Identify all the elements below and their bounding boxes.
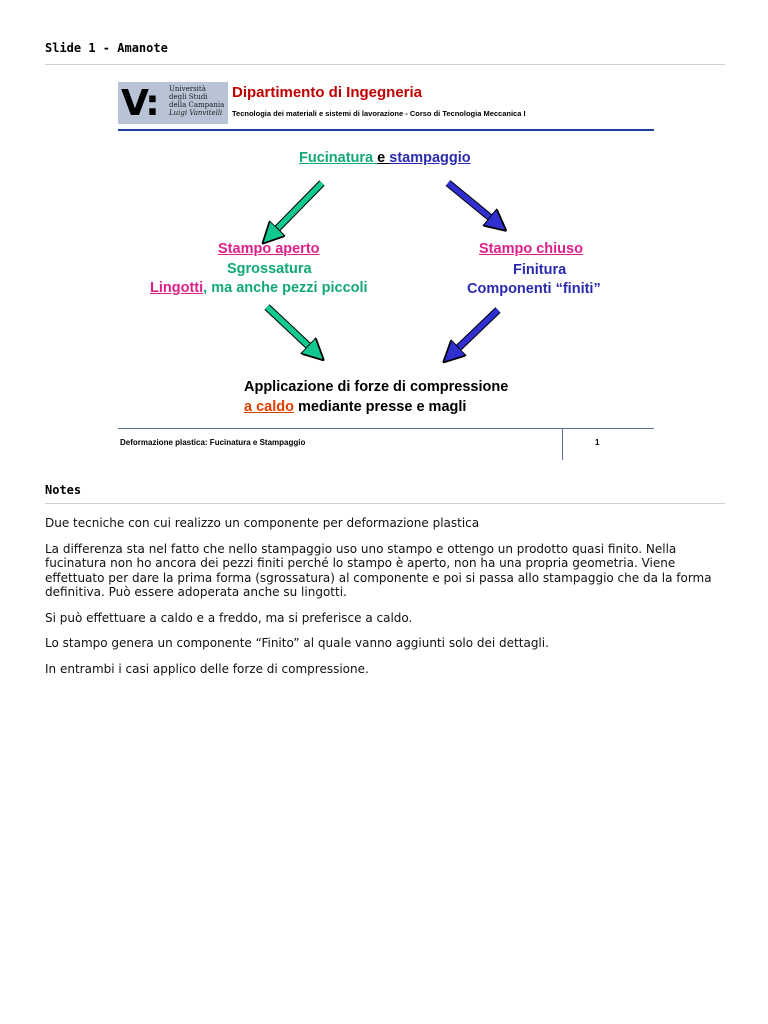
heading-stampaggio: stampaggio <box>389 150 471 166</box>
a-caldo-line <box>244 399 466 415</box>
note-paragraph: In entrambi i casi applico delle forze di compressione. <box>45 661 369 676</box>
slide-image <box>118 78 654 462</box>
slide-footer-rule <box>118 428 654 429</box>
note-paragraph: Si può effettuare a caldo e a freddo, ma si preferisce a caldo. <box>45 610 413 625</box>
finitura-label: Finitura <box>513 262 567 278</box>
logo-line: Luigi Vanvitelli <box>169 109 223 117</box>
heading-e: e <box>377 150 390 166</box>
logo-line: della Campania <box>169 101 225 109</box>
note-paragraph: Lo stampo genera un componente “Finito” al quale vanno aggiunti solo dei dettagli. <box>45 636 549 650</box>
notes-heading: Notes <box>45 483 82 497</box>
course-subtitle: Tecnologia dei materiali e sistemi di lavorazione - Corso di Tecnologia Meccanica I <box>232 109 526 118</box>
componenti-finiti-label: Componenti “finiti” <box>467 281 601 297</box>
note-paragraph: Due tecniche con cui realizzo un componente per deformazione plastica <box>45 516 480 530</box>
note-paragraph: La differenza sta nel fatto che nello stampaggio uso uno stampo e ottengo un prodotto quasi finito. Nella fucinatura non ho ancora dei pezzi finiti perché lo stampo è aperto, non ha una propria geometria. Viene effettuato per dare la prima forma (sgrossatura) al componente e poi si passa allo stampaggio che da la forma definitiva. Può essere adoperata anche su lingotti. <box>45 541 712 599</box>
header-divider <box>45 64 725 65</box>
slide-number: 1 <box>595 438 600 447</box>
pezzi-piccoli-label: , ma anche pezzi piccoli <box>203 280 368 296</box>
notes-body <box>45 516 725 687</box>
compressione-line: Applicazione di forze di compressione <box>244 379 509 395</box>
lingotti-line <box>150 280 368 296</box>
logo-line: Università <box>169 85 206 93</box>
slide-footer-text: Deformazione plastica: Fucinatura e Stampaggio <box>120 438 306 447</box>
slide-footer-divider <box>562 428 563 460</box>
logo-mark: V: <box>121 83 158 124</box>
lingotti-label: Lingotti <box>150 280 204 296</box>
logo-line: degli Studi <box>169 93 208 101</box>
stampo-aperto-title: Stampo aperto <box>218 241 320 257</box>
department-title: Dipartimento di Ingegneria <box>232 84 423 101</box>
stampo-chiuso-title: Stampo chiuso <box>479 241 583 257</box>
a-caldo-label: a caldo <box>244 399 294 415</box>
sgrossatura-label: Sgrossatura <box>227 261 312 277</box>
presse-magli-label: mediante presse e magli <box>293 399 467 415</box>
page-title: Slide 1 - Amanote <box>45 41 168 55</box>
notes-divider <box>45 503 725 504</box>
heading-fucinatura: Fucinatura <box>299 150 378 166</box>
